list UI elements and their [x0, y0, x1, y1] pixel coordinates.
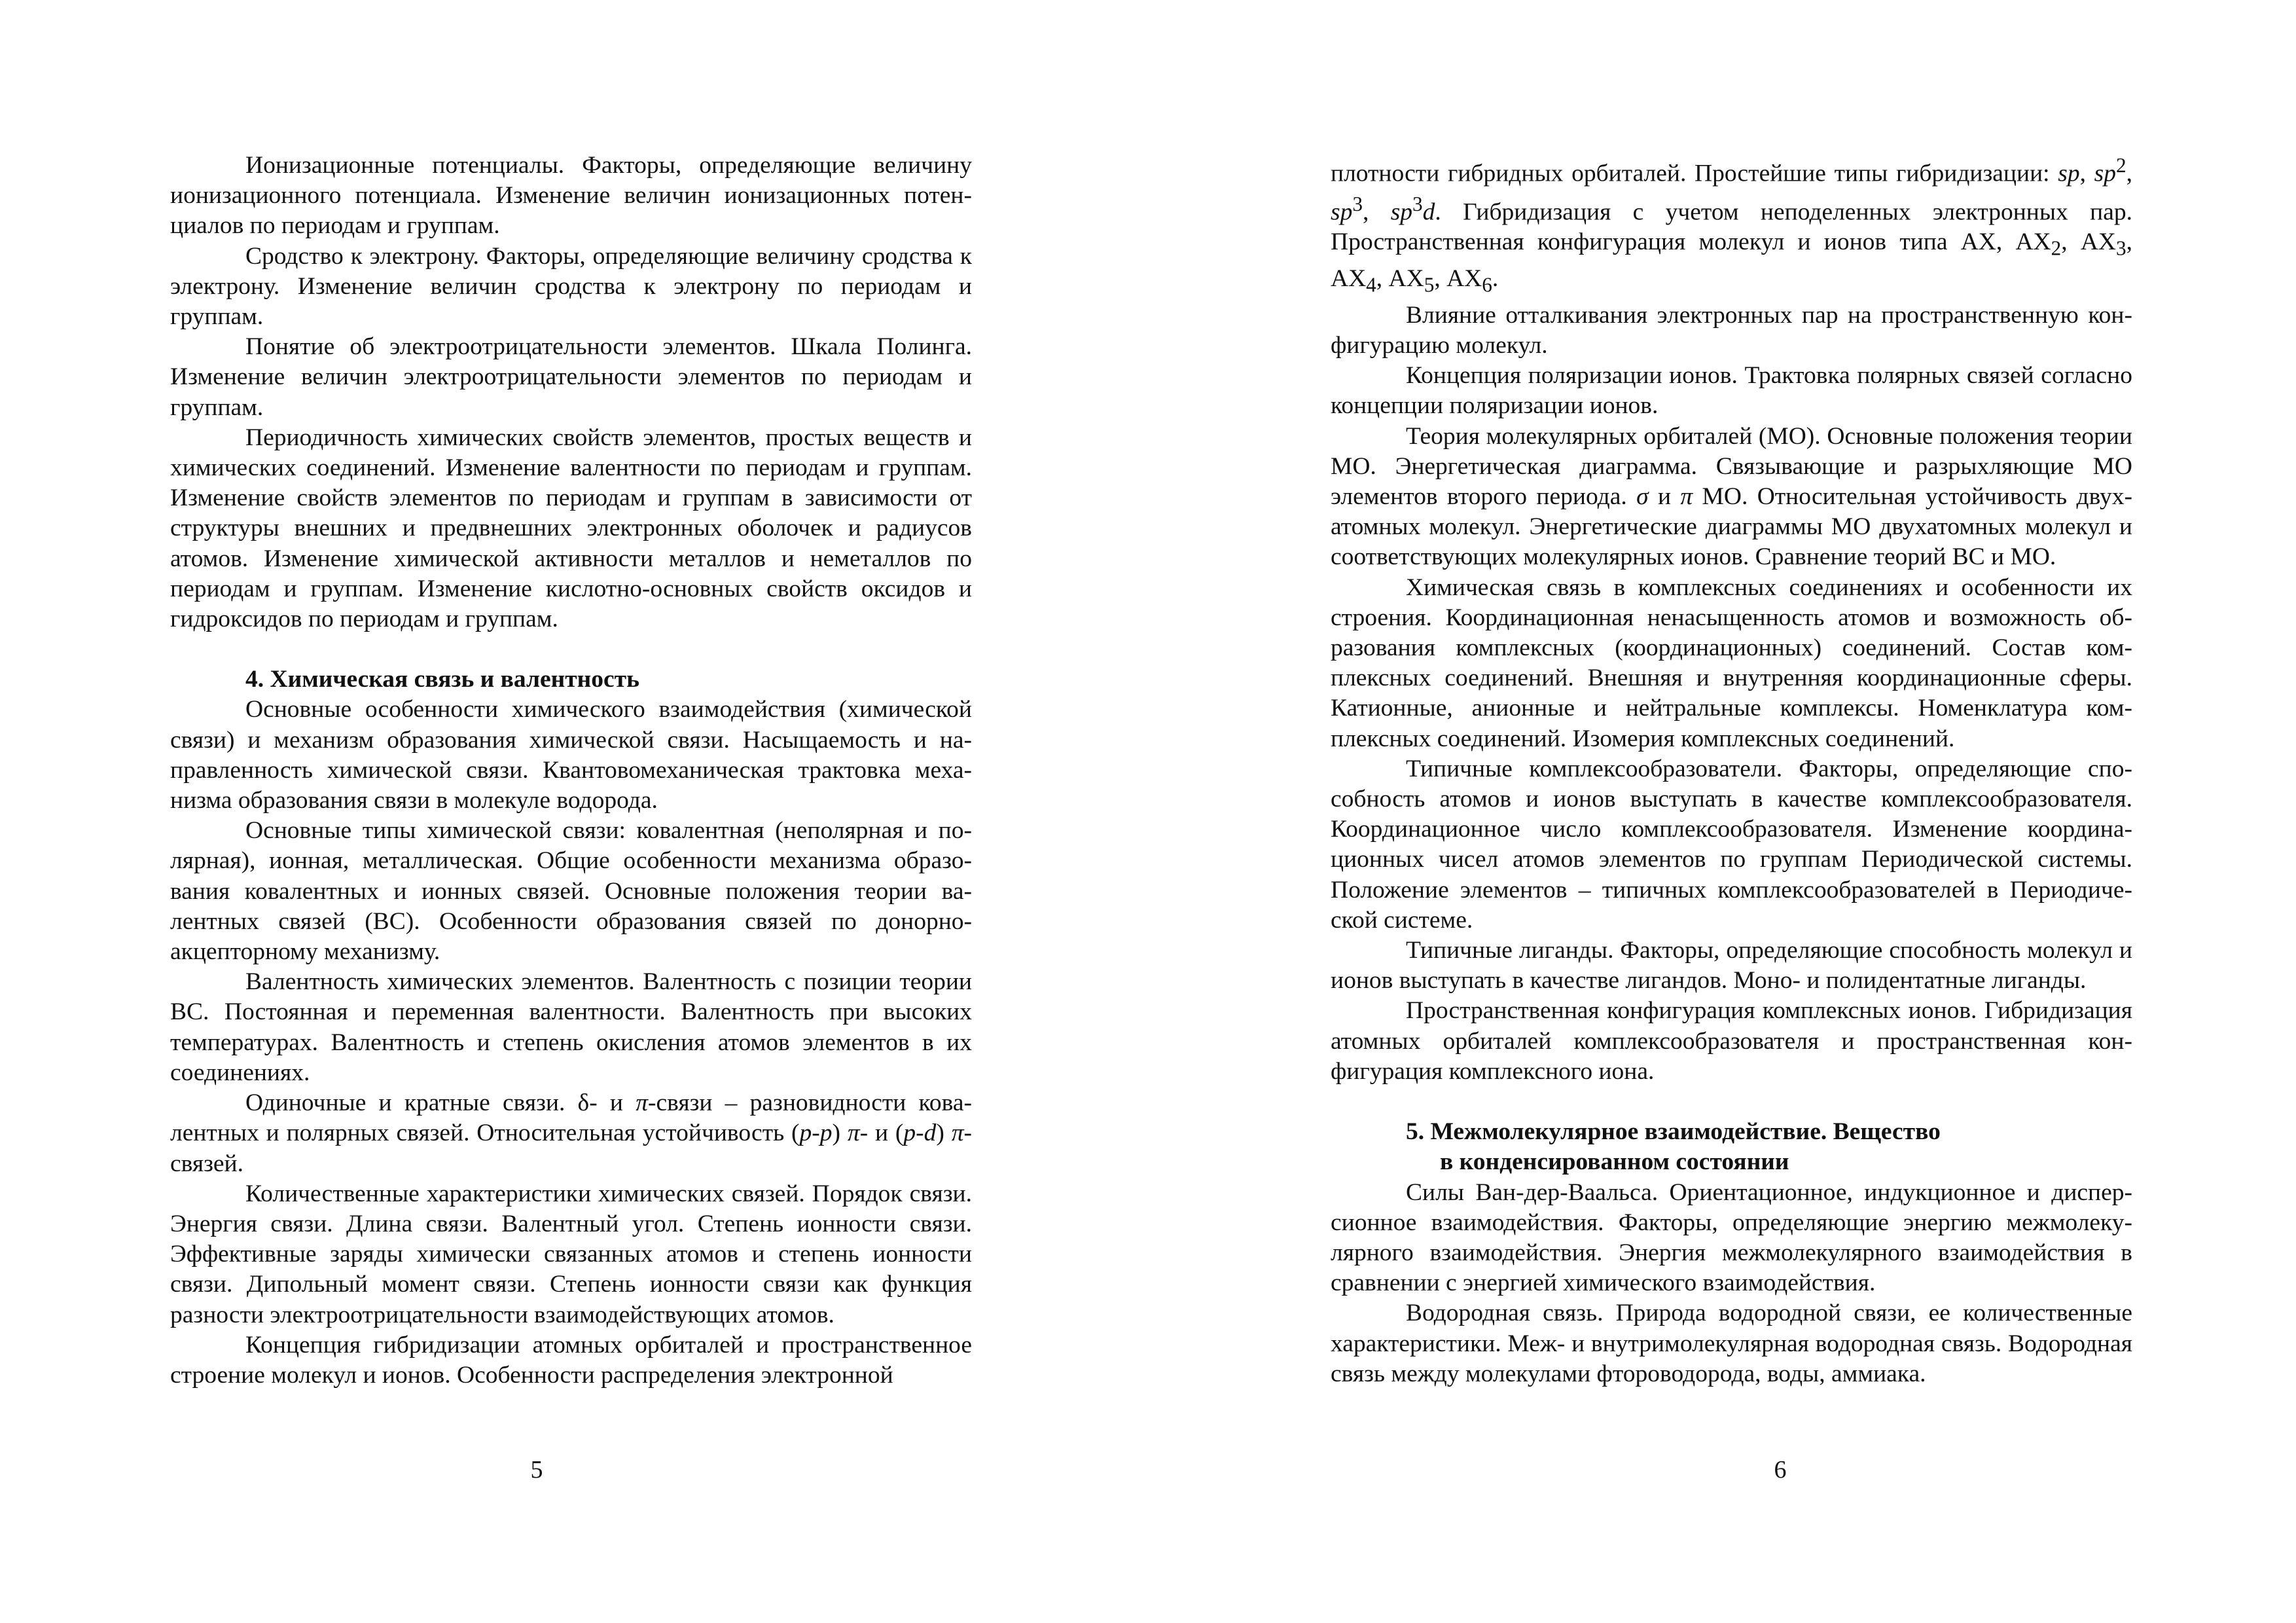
paragraph-ligands: Типичные лиганды. Факторы, определяющие способность молекул и ионов выступать в качестве лигандов. Моно- и полидентатные лиганды. — [1331, 937, 2132, 994]
paragraph-bond-characteristics: Количественные характеристики химических связей. Порядок связи. Энергия связи. Длина связи. Валентный угол. Степень ионности связи. Эффективные заряды химически связанных атомов и степень ионности связи. Дипольный момент связи. Степень ионности связи как функция разности электроотрицательности взаимодействующих атомов. — [170, 1180, 972, 1328]
page-number-left: 5 — [530, 1456, 543, 1484]
paragraph-bond-types: Основные типы химической связи: ковалентная (неполярная и полярная), ионная, металлическая. Общие особенности механизма образования ковалентных и ионных связей. Основные положения теории валентных связей (ВС). Особенности образования связей по донорно-акцепторному механизму. — [170, 817, 972, 966]
paragraph-van-der-waals: Силы Ван-дер-Ваальса. Ориентационное, индукционное и дисперсионное взаимодействия. Факторы, определяющие энергию межмолекулярного взаимодействия. Энергия межмолекулярного взаимодействия в сравнении с энергией химического взаимодействия. — [1331, 1178, 2132, 1297]
paragraph-complexing-agents: Типичные комплексообразователи. Факторы, определяющие способность атомов и ионов выступать в качестве комплексообразователя. Координационное число комплексообразователя. Изменение координационных чисел атомов элементов по группам Периодической системы. Положение элементов – типичных комплексообразователей в Периодической системе. — [1331, 755, 2132, 934]
section-4-heading: 4. Химическая связь и валентность — [245, 666, 639, 693]
paragraph-hybridization: Концепция гибридизации атомных орбиталей и пространственное строение молекул и ионов. Особенности распределения электронной — [170, 1331, 972, 1389]
paragraph-hydrogen-bond: Водородная связь. Природа водородной связи, ее количественные характеристики. Меж- и внутримолекулярная водородная связь. Водородная связь между молекулами фтороводорода, воды, аммиака. — [1331, 1300, 2132, 1387]
paragraph-complex-compounds: Химическая связь в комплексных соединениях и особенности их строения. Координационная ненасыщенность атомов и возможность образования комплексных (координационных) соединений. Состав комплексных соединений. Внешняя и внутренняя координационные сферы. Катионные, анионные и нейтральные комплексы. Номенклатура комплексных соединений. Изомерия комплексных соединений. — [1331, 574, 2132, 752]
paragraph-valence: Валентность химических элементов. Валентность с позиции теории ВС. Постоянная и переменная валентности. Валентность при высоких температурах. Валентность и степень окисления атомов элементов в их соединениях. — [170, 968, 972, 1086]
right-page — [1331, 151, 2132, 1389]
paragraph-electron-repulsion: Влияние отталкивания электронных пар на пространственную конфигурацию молекул. — [1331, 301, 2132, 359]
paragraph-ionization: Ионизационные потенциалы. Факторы, определяющие величину ионизационного потенциала. Изменение величин ионизационных потенциалов по периодам и группам. — [170, 152, 972, 240]
section-5-heading: 5. Межмолекулярное взаимодействие. Вещество в конденсированном состоянии — [1406, 1118, 1941, 1176]
paragraph-single-multiple-bonds: Одиночные и кратные связи. δ- и π-связи – разновидности ковалентных и полярных связей. Относительная устойчивость (p-p) π- и (p-d) π-связей. — [170, 1089, 972, 1177]
paragraph-electron-affinity: Сродство к электрону. Факторы, определяющие величину сродства к электрону. Изменение величин сродства к электрону по периодам и группам. — [170, 242, 972, 331]
paragraph-complex-configuration: Пространственная конфигурация комплексных ионов. Гибридизация атомных орбиталей комплексообразователя и пространственная конфигурация комплексного иона. — [1331, 997, 2132, 1085]
paragraph-mo-theory: Теория молекулярных орбиталей (МО). Основные положения теории МО. Энергетическая диаграмма. Связывающие и разрыхляющие МО элементов второго периода. σ и π МО. Относительная устойчивость двухатомных молекул. Энергетические диаграммы МО двухатомных молекул и соответствующих молекулярных ионов. Сравнение теорий ВС и МО. — [1331, 422, 2132, 571]
paragraph-periodicity: Периодичность химических свойств элементов, простых веществ и химических соединений. Изменение валентности по периодам и группам. Изменение свойств элементов по периодам и группам в зависимости от структуры внешних и предвнешних электронных оболочек и радиусов атомов. Изменение химической активности металлов и неметаллов по периодам и группам. Изменение кислотно-основных свойств оксидов и гидроксидов по периодам и группам. — [170, 424, 972, 633]
left-page — [170, 151, 972, 1391]
paragraph-hybrid-density: плотности гибридных орбиталей. Простейшие типы гибридизации: sp, $sp^2$, $sp^3$, $sp^3d$. Гибридизация с учетом неподеленных электронных пар. Пространственная конфигурация молекул и ионов типа АХ, $АХ_2$, $АХ_3$, $АХ_4$, $АХ_5$, $АХ_6$. — [1331, 154, 2132, 297]
page-number-right: 6 — [1774, 1456, 1787, 1484]
paragraph-chemical-interaction: Основные особенности химического взаимодействия (химической связи) и механизм образования химической связи. Насыщаемость и направленность химической связи. Квантовомеханическая трактовка механизма образования связи в молекуле водорода. — [170, 696, 972, 814]
paragraph-electronegativity: Понятие об электроотрицательности элементов. Шкала Полинга. Изменение величин электроотрицательности элементов по периодам и группам. — [170, 333, 972, 421]
paragraph-ion-polarization: Концепция поляризации ионов. Трактовка полярных связей согласно концепции поляризации ионов. — [1331, 362, 2132, 420]
